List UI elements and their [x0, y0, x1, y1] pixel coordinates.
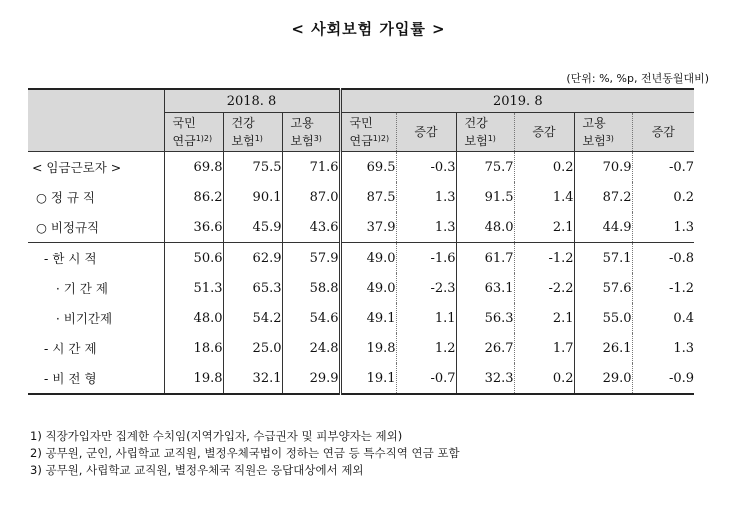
table-row	[28, 152, 694, 183]
table-cell: -0.3	[396, 152, 456, 183]
period-2018: 2018. 8	[164, 89, 340, 113]
row-header-corner	[28, 89, 164, 152]
table-cell: 70.9	[574, 152, 632, 183]
table-cell: 91.5	[456, 182, 514, 212]
table-cell: 75.7	[456, 152, 514, 183]
table-cell: 24.8	[282, 333, 340, 363]
table-cell: 69.8	[164, 152, 223, 183]
table-cell: 1.3	[632, 333, 694, 363]
table-cell: 1.3	[632, 212, 694, 243]
table-cell: -2.2	[514, 273, 574, 303]
table-row	[28, 212, 694, 243]
table-cell: 37.9	[340, 212, 396, 243]
row-label: - 시 간 제	[28, 341, 97, 356]
table-cell: 29.9	[282, 363, 340, 394]
table-cell: 62.9	[223, 243, 282, 274]
table-cell: -0.7	[632, 152, 694, 183]
table-cell: 57.1	[574, 243, 632, 274]
row-label: - 한 시 적	[28, 243, 164, 274]
table-cell: 43.6	[282, 212, 340, 243]
table-cell: 1.3	[396, 212, 456, 243]
table-cell: 26.1	[574, 333, 632, 363]
table-cell: 63.1	[456, 273, 514, 303]
table-cell: -1.2	[632, 273, 694, 303]
table-row	[28, 273, 694, 303]
table-cell: 75.5	[223, 152, 282, 183]
table-cell: 1.1	[396, 303, 456, 333]
table-cell: 25.0	[223, 333, 282, 363]
col-employ-2018: 고용 보험$^{3)}$	[282, 113, 340, 152]
table-cell: 1.7	[514, 333, 574, 363]
row-label: · 비기간제	[28, 311, 113, 326]
table-cell: 0.2	[514, 152, 574, 183]
table-cell: 61.7	[456, 243, 514, 274]
table-row	[28, 303, 694, 333]
table-cell: 36.6	[164, 212, 223, 243]
table-cell: 2.1	[514, 303, 574, 333]
row-label: ○ 정 규 직	[28, 190, 95, 205]
col-pension-change: 증감	[396, 113, 456, 152]
table-cell: 19.8	[164, 363, 223, 394]
table-cell: 0.2	[514, 363, 574, 394]
row-label: · 기 간 제	[28, 281, 108, 296]
table-cell: 90.1	[223, 182, 282, 212]
col-health-2018: 건강 보험$^{1)}$	[223, 113, 282, 152]
unit-note: (단위: %, %p, 전년동월대비)	[566, 72, 709, 85]
table-cell: 29.0	[574, 363, 632, 394]
table-cell: 49.0	[340, 243, 396, 274]
table-cell: -2.3	[396, 273, 456, 303]
table-body	[28, 152, 694, 395]
col-employ-change: 증감	[632, 113, 694, 152]
table-cell: -1.2	[514, 243, 574, 274]
table-cell: 65.3	[223, 273, 282, 303]
row-label: ○ 비정규직	[28, 220, 100, 235]
table-cell: 87.0	[282, 182, 340, 212]
col-employ-2019: 고용 보험$^{3)}$	[574, 113, 632, 152]
col-pension-2018: 국민 연금$^{1)2)}$	[164, 113, 223, 152]
row-label: < 임금근로자 >	[28, 152, 164, 183]
table-cell: 69.5	[340, 152, 396, 183]
table-cell: 54.2	[223, 303, 282, 333]
table-cell: 0.2	[632, 182, 694, 212]
table-cell: 56.3	[456, 303, 514, 333]
table-row	[28, 182, 694, 212]
table-cell: 45.9	[223, 212, 282, 243]
col-health-2019: 건강 보험$^{1)}$	[456, 113, 514, 152]
footnote-3: 3) 공무원, 사립학교 교직원, 별정우체국 직원은 응답대상에서 제외	[30, 463, 364, 477]
table-cell: 1.4	[514, 182, 574, 212]
table-cell: 49.1	[340, 303, 396, 333]
table-cell: 55.0	[574, 303, 632, 333]
col-health-change: 증감	[514, 113, 574, 152]
table-cell: 19.8	[340, 333, 396, 363]
table-cell: 71.6	[282, 152, 340, 183]
table-row	[28, 243, 694, 274]
table-cell: 44.9	[574, 212, 632, 243]
col-pension-2019: 국민 연금$^{1)2)}$	[340, 113, 396, 152]
table-cell: 1.2	[396, 333, 456, 363]
table-cell: 0.4	[632, 303, 694, 333]
table-cell: 57.6	[574, 273, 632, 303]
table-cell: -0.7	[396, 363, 456, 394]
footnote-1: 1) 직장가입자만 집계한 수치임(지역가입자, 수급권자 및 피부양자는 제외)	[30, 429, 403, 443]
table-cell: 48.0	[456, 212, 514, 243]
table-cell: -0.8	[632, 243, 694, 274]
table-cell: 87.5	[340, 182, 396, 212]
period-2019: 2019. 8	[340, 89, 694, 113]
table-cell: -1.6	[396, 243, 456, 274]
insurance-rate-table	[28, 88, 694, 395]
table-row	[28, 333, 694, 363]
table-cell: 1.3	[396, 182, 456, 212]
table-cell: 2.1	[514, 212, 574, 243]
table-row	[28, 363, 694, 394]
table-cell: 54.6	[282, 303, 340, 333]
footnotes	[30, 428, 460, 479]
table-cell: 50.6	[164, 243, 223, 274]
table-cell: 26.7	[456, 333, 514, 363]
footnote-2: 2) 공무원, 군인, 사립학교 교직원, 별정우체국법이 정하는 연금 등 특수직역 연금 포함	[30, 446, 460, 460]
table-cell: 49.0	[340, 273, 396, 303]
row-label: - 비 전 형	[28, 371, 97, 386]
table-cell: 19.1	[340, 363, 396, 394]
table-cell: 51.3	[164, 273, 223, 303]
table-cell: 48.0	[164, 303, 223, 333]
table-cell: 57.9	[282, 243, 340, 274]
table-cell: 32.3	[456, 363, 514, 394]
table-title: < 사회보험 가입률 >	[291, 20, 446, 38]
table-cell: -0.9	[632, 363, 694, 394]
table-cell: 58.8	[282, 273, 340, 303]
table-cell: 86.2	[164, 182, 223, 212]
table-cell: 32.1	[223, 363, 282, 394]
table-cell: 87.2	[574, 182, 632, 212]
table-cell: 18.6	[164, 333, 223, 363]
